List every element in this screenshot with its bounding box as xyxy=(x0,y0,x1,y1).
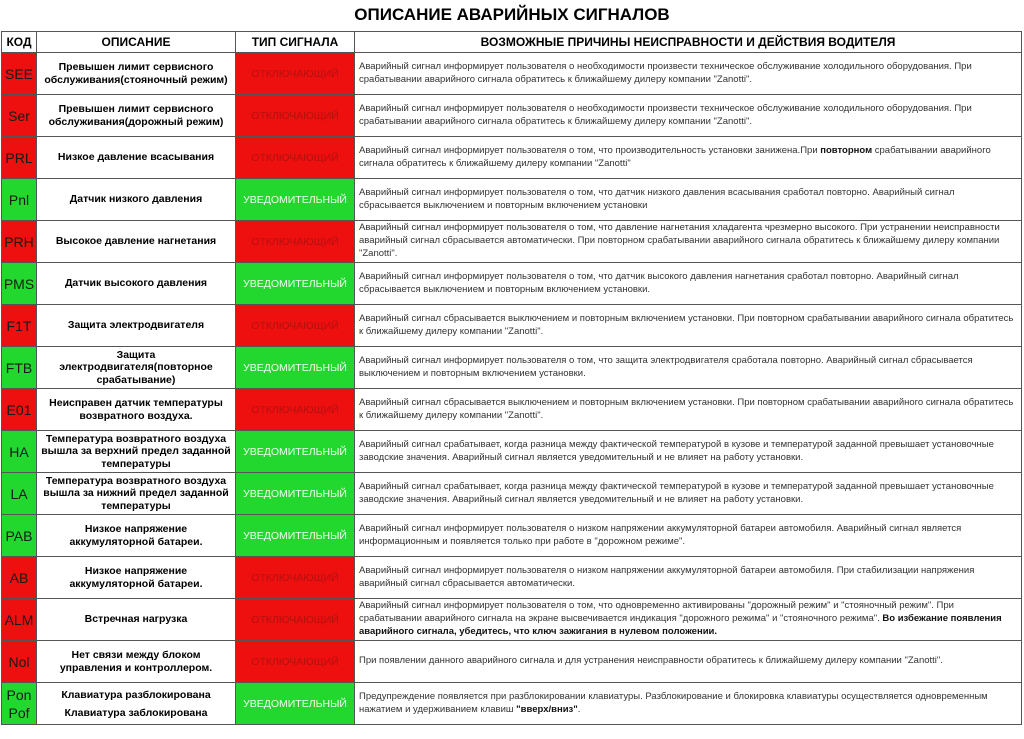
alarm-description: Низкое напряжение аккумуляторной батареи. xyxy=(37,557,236,599)
alarm-code: Nol xyxy=(2,641,37,683)
reason-text: Аварийный сигнал информирует пользователя о том, что защита электродвигателя сработала повторно. Аварийный сигнал сбрасывается выключением и повторным включением установки. xyxy=(359,354,973,379)
signal-type-badge: УВЕДОМИТЕЛЬНЫЙ xyxy=(236,515,355,557)
reason-text: Аварийный сигнал информирует пользователя о том, что производительность установки занижена.При xyxy=(359,144,821,156)
alarm-reasons xyxy=(355,599,1022,641)
header-code: КОД xyxy=(2,32,37,53)
reason-text: Аварийный сигнал срабатывает, когда разница между фактической температурой в кузове и температурой заданной превышает установочные заводские значения. Аварийный сигнал является уведомительный и не влияет на работу установки. xyxy=(359,480,994,505)
reason-text: Аварийный сигнал информирует пользователя о том, что одновременно активированы "дорожный режим" и "стояночный режим". При срабатывании аварийного сигнала на экране высвечивается индикация "дорожного режима" и "стояночного режима". xyxy=(359,600,954,625)
alarm-reasons xyxy=(355,221,1022,263)
alarm-code: AB xyxy=(2,557,37,599)
alarm-reasons xyxy=(355,515,1022,557)
alarm-reasons xyxy=(355,305,1022,347)
signal-type-badge: УВЕДОМИТЕЛЬНЫЙ xyxy=(236,347,355,389)
alarm-description: Низкое напряжение аккумуляторной батареи. xyxy=(37,515,236,557)
alarm-code: Ser xyxy=(2,95,37,137)
signal-type-badge: УВЕДОМИТЕЛЬНЫЙ xyxy=(236,263,355,305)
alarm-reasons xyxy=(355,431,1022,473)
reason-text-tail: срабатывании аварийного сигнала обратитесь к ближайшему дилеру компании "Zanotti" xyxy=(359,144,991,169)
signal-type-badge: ОТКЛЮЧАЮЩИЙ xyxy=(236,221,355,263)
reason-text: Аварийный сигнал срабатывает, когда разница между фактической температурой в кузове и температурой заданной превышает установочные заводские значения. Аварийный сигнал является уведомительный и не влияет на работу установки. xyxy=(359,438,994,463)
alarm-description: Высокое давление нагнетания xyxy=(37,221,236,263)
reason-text: Аварийный сигнал информирует пользователя о том, что давление нагнетания хладагента чрезмерно высокого. При устранении неисправности аварийный сигнал сбрасывается автоматически. При повторном срабатывании аварийного сигнала обратитесь к ближайшему дилеру компании "Zanotti". xyxy=(359,222,1000,259)
table-row xyxy=(2,347,1022,389)
table-row xyxy=(2,641,1022,683)
alarm-description: Низкое давление всасывания xyxy=(37,137,236,179)
alarm-reasons xyxy=(355,263,1022,305)
header-description: ОПИСАНИЕ xyxy=(37,32,236,53)
alarm-description-secondary: Клавиатура заблокирована xyxy=(64,706,208,719)
alarm-reasons xyxy=(355,53,1022,95)
alarm-code: PMS xyxy=(2,263,37,305)
table-row xyxy=(2,179,1022,221)
reason-emphasis: "вверх/вниз" xyxy=(516,703,578,715)
reason-text: Аварийный сигнал сбрасывается выключением и повторным включением установки. При повторном срабатывании аварийного сигнала обратитесь к ближайшему дилеру компании "Zanotti". xyxy=(359,312,1014,337)
alarm-description: Встречная нагрузка xyxy=(37,599,236,641)
alarm-description: Превышен лимит сервисного обслуживания(дорожный режим) xyxy=(37,95,236,137)
reason-text: Аварийный сигнал информирует пользователя о низком напряжении аккумуляторной батареи автомобиля. При стабилизации напряжения аварийный сигнал сбрасывается автоматически. xyxy=(359,564,975,589)
reason-text: Предупреждение появляется при разблокировании клавиатуры. Разблокирование и блокировка клавиатуры осуществляется одновременным нажатием и удерживанием клавиш xyxy=(359,690,988,715)
alarm-reasons xyxy=(355,95,1022,137)
signal-type-badge: ОТКЛЮЧАЮЩИЙ xyxy=(236,137,355,179)
alarm-reasons xyxy=(355,641,1022,683)
table-row xyxy=(2,473,1022,515)
header-row xyxy=(2,32,1022,53)
header-signal-type: ТИП СИГНАЛА xyxy=(236,32,355,53)
signal-type-badge: ОТКЛЮЧАЮЩИЙ xyxy=(236,95,355,137)
reason-text: Аварийный сигнал информирует пользователя о необходимости произвести техническое обслуживание холодильного оборудования. При срабатывании аварийного сигнала обратитесь к ближайшему дилеру компании "Zanotti". xyxy=(359,102,972,127)
alarm-code: PRL xyxy=(2,137,37,179)
alarm-description: Неисправен датчик температуры возвратного воздуха. xyxy=(37,389,236,431)
alarm-code: F1T xyxy=(2,305,37,347)
alarm-code: PRH xyxy=(2,221,37,263)
alarm-code: E01 xyxy=(2,389,37,431)
table-row xyxy=(2,137,1022,179)
alarm-code-secondary: Pof xyxy=(8,704,30,721)
alarm-reasons xyxy=(355,683,1022,725)
alarm-code: LA xyxy=(2,473,37,515)
reason-emphasis: Во избежание появления аварийного сигнала, убедитесь, что ключ зажигания в нулевом положении. xyxy=(359,613,1002,637)
alarm-code: PAB xyxy=(2,515,37,557)
alarm-description: Температура возвратного воздуха вышла за нижний предел заданной температуры xyxy=(37,473,236,515)
signal-type-badge: ОТКЛЮЧАЮЩИЙ xyxy=(236,305,355,347)
signal-type-badge: ОТКЛЮЧАЮЩИЙ xyxy=(236,389,355,431)
alarm-reasons xyxy=(355,473,1022,515)
table-row xyxy=(2,53,1022,95)
table-row xyxy=(2,431,1022,473)
reason-text: При появлении данного аварийного сигнала и для устранения неисправности обратитесь к ближайшему дилеру компании "Zanotti". xyxy=(359,655,943,667)
alarm-description: Температура возвратного воздуха вышла за верхний предел заданной температуры xyxy=(37,431,236,473)
alarm-description: Нет связи между блоком управления и контроллером. xyxy=(37,641,236,683)
signal-type-badge: ОТКЛЮЧАЮЩИЙ xyxy=(236,641,355,683)
header-reasons: ВОЗМОЖНЫЕ ПРИЧИНЫ НЕИСПРАВНОСТИ И ДЕЙСТВИЯ ВОДИТЕЛЯ xyxy=(355,32,1022,53)
reason-text: Аварийный сигнал сбрасывается выключением и повторным включением установки. При повторном срабатывании аварийного сигнала обратитесь к ближайшему дилеру компании "Zanotti". xyxy=(359,396,1014,421)
alarm-description-primary: Клавиатура разблокирована xyxy=(61,688,211,701)
reason-text: Аварийный сигнал информирует пользователя о необходимости произвести техническое обслуживание холодильного оборудования. При срабатывании аварийного сигнала обратитесь к ближайшему дилеру компании "Zanotti". xyxy=(359,60,972,85)
reason-text: Аварийный сигнал информирует пользователя о том, что датчик высокого давления нагнетания сработал повторно. Аварийный сигнал сбрасывается выключением и повторным включением установки. xyxy=(359,270,959,295)
signal-type-badge: ОТКЛЮЧАЮЩИЙ xyxy=(236,599,355,641)
reason-text-tail: . xyxy=(577,703,581,715)
signal-type-badge: УВЕДОМИТЕЛЬНЫЙ xyxy=(236,683,355,725)
table-row xyxy=(2,515,1022,557)
reason-emphasis: повторном xyxy=(820,144,873,156)
table-row xyxy=(2,557,1022,599)
alarm-reasons xyxy=(355,179,1022,221)
table-row xyxy=(2,95,1022,137)
table-row xyxy=(2,389,1022,431)
signal-type-badge: УВЕДОМИТЕЛЬНЫЙ xyxy=(236,473,355,515)
signal-type-badge: ОТКЛЮЧАЮЩИЙ xyxy=(236,53,355,95)
alarm-reasons xyxy=(355,557,1022,599)
alarm-code xyxy=(2,683,37,725)
alarm-code: Pnl xyxy=(2,179,37,221)
alarm-code-primary: Pon xyxy=(6,686,32,703)
alarm-code: FTB xyxy=(2,347,37,389)
alarm-code: ALM xyxy=(2,599,37,641)
alarm-code: SEE xyxy=(2,53,37,95)
signal-type-badge: ОТКЛЮЧАЮЩИЙ xyxy=(236,557,355,599)
signal-type-badge: УВЕДОМИТЕЛЬНЫЙ xyxy=(236,179,355,221)
alarm-description: Датчик низкого давления xyxy=(37,179,236,221)
signal-type-badge: УВЕДОМИТЕЛЬНЫЙ xyxy=(236,431,355,473)
alarm-description: Превышен лимит сервисного обслуживания(стояночный режим) xyxy=(37,53,236,95)
page-title: ОПИСАНИЕ АВАРИЙНЫХ СИГНАЛОВ xyxy=(354,5,670,24)
table-row xyxy=(2,221,1022,263)
table-row xyxy=(2,599,1022,641)
alarm-description: Защита электродвигателя xyxy=(37,305,236,347)
alarm-reasons xyxy=(355,389,1022,431)
alarm-code: HA xyxy=(2,431,37,473)
table-row xyxy=(2,305,1022,347)
alarm-reasons xyxy=(355,347,1022,389)
table-body xyxy=(2,53,1022,725)
alarm-description xyxy=(37,683,236,725)
reason-text: Аварийный сигнал информирует пользователя о низком напряжении аккумуляторной батареи автомобиля. Аварийный сигнал является информационным и появляется только при работе в "дорожном режиме". xyxy=(359,522,962,547)
alarm-table xyxy=(1,31,1022,725)
table-row xyxy=(2,263,1022,305)
table-row xyxy=(2,683,1022,725)
alarm-reasons xyxy=(355,137,1022,179)
alarm-description: Защита электродвигателя(повторное срабатывание) xyxy=(37,347,236,389)
reason-text: Аварийный сигнал информирует пользователя о том, что датчик низкого давления всасывания сработал повторно. Аварийный сигнал сбрасывается выключением и повторным включением установки xyxy=(359,186,955,211)
alarm-description: Датчик высокого давления xyxy=(37,263,236,305)
